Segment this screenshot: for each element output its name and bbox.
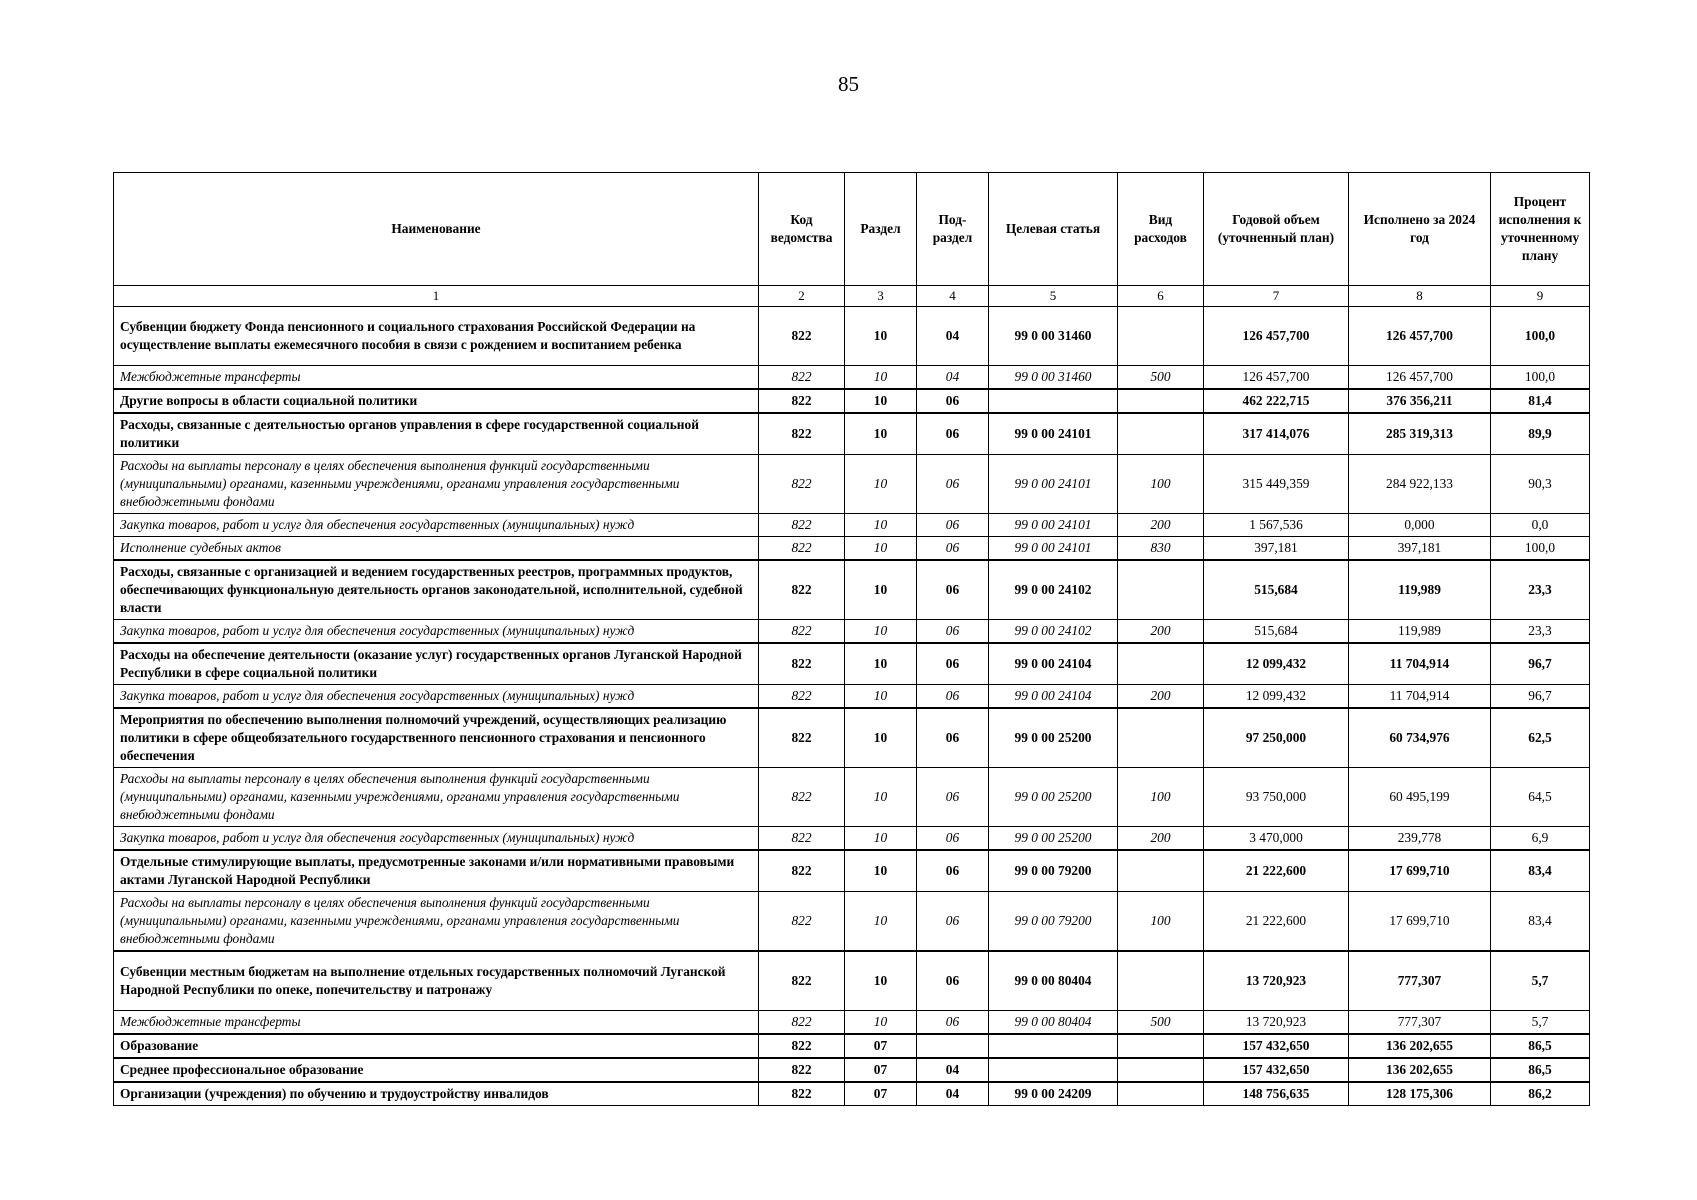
table-row [114,413,1590,455]
row-subsection: 04 [917,1058,989,1082]
budget-execution-table [113,172,1590,1106]
row-percent: 23,3 [1491,560,1590,620]
header-row [114,173,1590,286]
row-percent: 6,9 [1491,827,1590,851]
row-section: 10 [845,514,917,537]
row-name: Другие вопросы в области социальной политики [114,389,759,413]
row-executed: 397,181 [1349,537,1491,561]
row-executed: 126 457,700 [1349,307,1491,366]
row-percent: 83,4 [1491,892,1590,952]
row-executed: 119,989 [1349,620,1491,644]
row-annual-plan: 1 567,536 [1204,514,1349,537]
row-percent: 90,3 [1491,455,1590,514]
row-expense-type [1118,1058,1204,1082]
header-dept-code: Код ведомства [759,173,845,286]
row-section: 10 [845,892,917,952]
row-expense-type [1118,1034,1204,1058]
row-annual-plan: 3 470,000 [1204,827,1349,851]
row-executed: 136 202,655 [1349,1034,1491,1058]
row-dept-code: 822 [759,1011,845,1035]
row-subsection: 06 [917,685,989,709]
table-row [114,620,1590,644]
row-expense-type: 200 [1118,620,1204,644]
row-dept-code: 822 [759,455,845,514]
row-subsection: 06 [917,389,989,413]
column-number: 5 [989,286,1118,307]
row-section: 10 [845,537,917,561]
row-subsection: 06 [917,537,989,561]
table-row [114,455,1590,514]
row-dept-code: 822 [759,768,845,827]
row-section: 10 [845,620,917,644]
row-expense-type [1118,708,1204,768]
row-section: 10 [845,643,917,685]
row-dept-code: 822 [759,708,845,768]
table-row [114,827,1590,851]
row-expense-type: 200 [1118,827,1204,851]
row-percent: 100,0 [1491,537,1590,561]
row-expense-type: 500 [1118,366,1204,390]
row-name: Субвенции местным бюджетам на выполнение отдельных государственных полномочий Луганской Народной Республики по опеке, попечительству и патронажу [114,951,759,1011]
row-executed: 17 699,710 [1349,850,1491,892]
row-annual-plan: 157 432,650 [1204,1034,1349,1058]
row-annual-plan: 397,181 [1204,537,1349,561]
row-subsection: 04 [917,307,989,366]
row-section: 10 [845,850,917,892]
row-annual-plan: 148 756,635 [1204,1082,1349,1106]
row-expense-type [1118,643,1204,685]
row-target-article [989,1058,1118,1082]
row-section: 10 [845,389,917,413]
table-row [114,1058,1590,1082]
row-dept-code: 822 [759,366,845,390]
row-target-article: 99 0 00 24101 [989,455,1118,514]
row-name: Расходы на выплаты персоналу в целях обеспечения выполнения функций государственными (муниципальными) органами, казенными учреждениями, органами управления государственными внебюджетными фондами [114,455,759,514]
table-row [114,1082,1590,1106]
row-dept-code: 822 [759,827,845,851]
row-executed: 777,307 [1349,951,1491,1011]
row-section: 10 [845,560,917,620]
column-number: 6 [1118,286,1204,307]
row-dept-code: 822 [759,951,845,1011]
row-annual-plan: 13 720,923 [1204,1011,1349,1035]
row-percent: 86,2 [1491,1082,1590,1106]
row-name: Среднее профессиональное образование [114,1058,759,1082]
row-dept-code: 822 [759,850,845,892]
row-annual-plan: 515,684 [1204,560,1349,620]
column-number: 9 [1491,286,1590,307]
row-section: 07 [845,1082,917,1106]
row-name: Отдельные стимулирующие выплаты, предусмотренные законами и/или нормативными правовыми актами Луганской Народной Республики [114,850,759,892]
row-dept-code: 822 [759,892,845,952]
row-target-article: 99 0 00 25200 [989,827,1118,851]
row-executed: 239,778 [1349,827,1491,851]
row-percent: 5,7 [1491,1011,1590,1035]
row-expense-type [1118,413,1204,455]
row-dept-code: 822 [759,389,845,413]
row-target-article: 99 0 00 25200 [989,708,1118,768]
row-target-article: 99 0 00 79200 [989,892,1118,952]
row-section: 10 [845,413,917,455]
table-row [114,537,1590,561]
row-subsection: 06 [917,514,989,537]
row-section: 10 [845,768,917,827]
row-name: Межбюджетные трансферты [114,1011,759,1035]
row-target-article: 99 0 00 24209 [989,1082,1118,1106]
row-target-article: 99 0 00 31460 [989,307,1118,366]
row-target-article [989,1034,1118,1058]
row-executed: 0,000 [1349,514,1491,537]
row-subsection: 06 [917,413,989,455]
row-name: Расходы на выплаты персоналу в целях обеспечения выполнения функций государственными (муниципальными) органами, казенными учреждениями, органами управления государственными внебюджетными фондами [114,892,759,952]
table-row [114,307,1590,366]
header-section: Раздел [845,173,917,286]
column-number: 8 [1349,286,1491,307]
row-section: 10 [845,366,917,390]
row-annual-plan: 97 250,000 [1204,708,1349,768]
row-expense-type [1118,560,1204,620]
row-target-article: 99 0 00 79200 [989,850,1118,892]
row-percent: 86,5 [1491,1034,1590,1058]
row-expense-type: 830 [1118,537,1204,561]
row-name: Мероприятия по обеспечению выполнения полномочий учреждений, осуществляющих реализацию политики в сфере общеобязательного государственного пенсионного страхования и пенсионного обеспечения [114,708,759,768]
row-annual-plan: 462 222,715 [1204,389,1349,413]
row-target-article: 99 0 00 24101 [989,514,1118,537]
row-section: 10 [845,827,917,851]
row-subsection: 06 [917,643,989,685]
row-target-article: 99 0 00 31460 [989,366,1118,390]
row-expense-type [1118,307,1204,366]
table-row [114,850,1590,892]
row-percent: 100,0 [1491,307,1590,366]
row-annual-plan: 317 414,076 [1204,413,1349,455]
row-section: 10 [845,951,917,1011]
row-percent: 96,7 [1491,643,1590,685]
column-number: 7 [1204,286,1349,307]
row-executed: 285 319,313 [1349,413,1491,455]
row-percent: 64,5 [1491,768,1590,827]
column-number: 2 [759,286,845,307]
row-executed: 11 704,914 [1349,685,1491,709]
row-annual-plan: 315 449,359 [1204,455,1349,514]
row-annual-plan: 515,684 [1204,620,1349,644]
row-subsection: 06 [917,708,989,768]
row-name: Закупка товаров, работ и услуг для обеспечения государственных (муниципальных) нужд [114,685,759,709]
row-expense-type: 500 [1118,1011,1204,1035]
row-executed: 777,307 [1349,1011,1491,1035]
table-row [114,708,1590,768]
row-expense-type [1118,951,1204,1011]
table-row [114,1011,1590,1035]
row-dept-code: 822 [759,643,845,685]
row-percent: 5,7 [1491,951,1590,1011]
column-number: 1 [114,286,759,307]
row-dept-code: 822 [759,685,845,709]
row-annual-plan: 12 099,432 [1204,685,1349,709]
row-executed: 126 457,700 [1349,366,1491,390]
row-percent: 96,7 [1491,685,1590,709]
row-target-article: 99 0 00 24101 [989,413,1118,455]
column-number: 4 [917,286,989,307]
column-number: 3 [845,286,917,307]
row-percent: 83,4 [1491,850,1590,892]
row-executed: 60 734,976 [1349,708,1491,768]
row-annual-plan: 93 750,000 [1204,768,1349,827]
row-dept-code: 822 [759,537,845,561]
row-target-article: 99 0 00 24104 [989,643,1118,685]
row-expense-type [1118,850,1204,892]
row-percent: 100,0 [1491,366,1590,390]
row-name: Организации (учреждения) по обучению и трудоустройству инвалидов [114,1082,759,1106]
table-row [114,389,1590,413]
row-annual-plan: 21 222,600 [1204,892,1349,952]
row-percent: 81,4 [1491,389,1590,413]
row-name: Расходы на выплаты персоналу в целях обеспечения выполнения функций государственными (муниципальными) органами, казенными учреждениями, органами управления государственными внебюджетными фондами [114,768,759,827]
row-executed: 136 202,655 [1349,1058,1491,1082]
row-subsection: 06 [917,768,989,827]
row-target-article: 99 0 00 80404 [989,1011,1118,1035]
row-subsection: 06 [917,892,989,952]
table-row [114,1034,1590,1058]
row-annual-plan: 126 457,700 [1204,366,1349,390]
row-percent: 89,9 [1491,413,1590,455]
table-row [114,768,1590,827]
row-dept-code: 822 [759,1058,845,1082]
row-annual-plan: 12 099,432 [1204,643,1349,685]
row-executed: 128 175,306 [1349,1082,1491,1106]
row-executed: 60 495,199 [1349,768,1491,827]
table-row [114,366,1590,390]
row-subsection: 06 [917,951,989,1011]
row-dept-code: 822 [759,620,845,644]
row-subsection [917,1034,989,1058]
row-expense-type: 100 [1118,892,1204,952]
row-section: 10 [845,708,917,768]
row-subsection: 06 [917,620,989,644]
row-annual-plan: 157 432,650 [1204,1058,1349,1082]
table-body [114,307,1590,1106]
row-dept-code: 822 [759,1082,845,1106]
row-section: 07 [845,1034,917,1058]
row-expense-type [1118,1082,1204,1106]
row-executed: 376 356,211 [1349,389,1491,413]
row-section: 10 [845,1011,917,1035]
row-subsection: 06 [917,1011,989,1035]
row-expense-type [1118,389,1204,413]
row-annual-plan: 21 222,600 [1204,850,1349,892]
header-name: Наименование [114,173,759,286]
row-dept-code: 822 [759,413,845,455]
row-subsection: 06 [917,560,989,620]
page-number: 85 [838,72,859,96]
row-section: 10 [845,307,917,366]
row-name: Субвенции бюджету Фонда пенсионного и социального страхования Российской Федерации на осуществление выплаты ежемесячного пособия в связи с рождением и воспитанием ребенка [114,307,759,366]
row-dept-code: 822 [759,560,845,620]
table-row [114,951,1590,1011]
row-executed: 17 699,710 [1349,892,1491,952]
row-name: Закупка товаров, работ и услуг для обеспечения государственных (муниципальных) нужд [114,620,759,644]
row-target-article: 99 0 00 24102 [989,560,1118,620]
row-section: 10 [845,455,917,514]
row-expense-type: 100 [1118,455,1204,514]
row-name: Расходы на обеспечение деятельности (оказание услуг) государственных органов Луганской Народной Республики в сфере социальной политики [114,643,759,685]
column-number-row [114,286,1590,307]
row-dept-code: 822 [759,1034,845,1058]
row-dept-code: 822 [759,307,845,366]
row-percent: 0,0 [1491,514,1590,537]
table-row [114,892,1590,952]
row-expense-type: 200 [1118,514,1204,537]
row-subsection: 04 [917,366,989,390]
row-name: Закупка товаров, работ и услуг для обеспечения государственных (муниципальных) нужд [114,514,759,537]
row-annual-plan: 126 457,700 [1204,307,1349,366]
table-row [114,560,1590,620]
row-section: 07 [845,1058,917,1082]
row-name: Межбюджетные трансферты [114,366,759,390]
header-expense-type: Вид расходов [1118,173,1204,286]
row-percent: 86,5 [1491,1058,1590,1082]
row-name: Исполнение судебных актов [114,537,759,561]
row-subsection: 06 [917,850,989,892]
row-expense-type: 100 [1118,768,1204,827]
row-dept-code: 822 [759,514,845,537]
row-target-article: 99 0 00 25200 [989,768,1118,827]
row-section: 10 [845,685,917,709]
header-percent: Процент исполнения к уточненному плану [1491,173,1590,286]
header-target-article: Целевая статья [989,173,1118,286]
row-percent: 23,3 [1491,620,1590,644]
header-executed: Исполнено за 2024 год [1349,173,1491,286]
row-subsection: 04 [917,1082,989,1106]
row-name: Закупка товаров, работ и услуг для обеспечения государственных (муниципальных) нужд [114,827,759,851]
row-executed: 11 704,914 [1349,643,1491,685]
row-name: Образование [114,1034,759,1058]
table-row [114,643,1590,685]
row-subsection: 06 [917,455,989,514]
row-target-article: 99 0 00 24104 [989,685,1118,709]
header-annual-volume: Годовой объем (уточненный план) [1204,173,1349,286]
row-target-article [989,389,1118,413]
row-executed: 119,989 [1349,560,1491,620]
row-name: Расходы, связанные с организацией и ведением государственных реестров, программных продуктов, обеспечивающих функциональную деятельность органов законодательной, исполнительной, судебной власти [114,560,759,620]
row-executed: 284 922,133 [1349,455,1491,514]
row-subsection: 06 [917,827,989,851]
table-row [114,685,1590,709]
row-annual-plan: 13 720,923 [1204,951,1349,1011]
row-target-article: 99 0 00 24102 [989,620,1118,644]
header-subsection: Под-раздел [917,173,989,286]
row-target-article: 99 0 00 80404 [989,951,1118,1011]
row-expense-type: 200 [1118,685,1204,709]
row-name: Расходы, связанные с деятельностью органов управления в сфере государственной социальной политики [114,413,759,455]
row-percent: 62,5 [1491,708,1590,768]
row-target-article: 99 0 00 24101 [989,537,1118,561]
table-row [114,514,1590,537]
